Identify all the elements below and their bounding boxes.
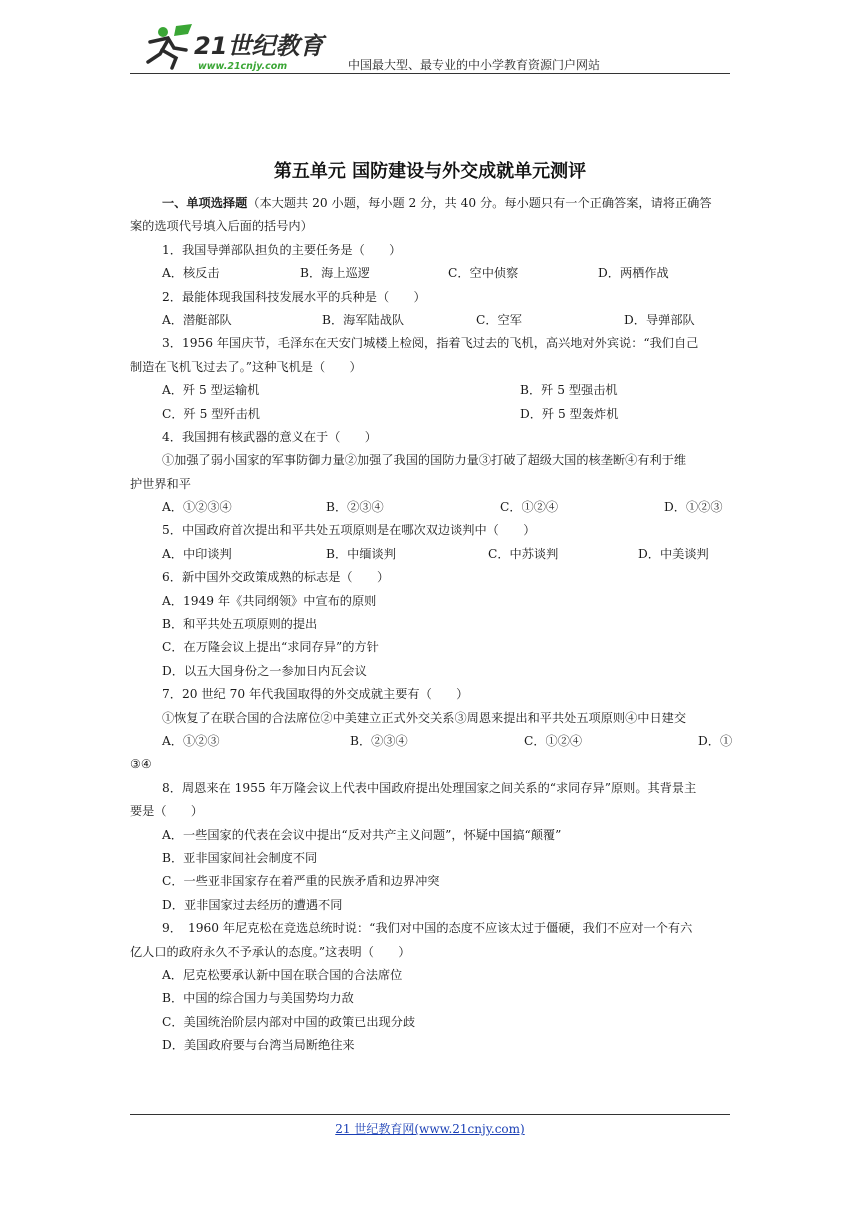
option-d: D．以五大国身份之一参加日内瓦会议 — [162, 663, 367, 678]
question-9-stem: 9． 1960 年尼克松在竞选总统时说：“我们对中国的态度不应该太过于僵硬，我们不应对一个有六 — [162, 921, 693, 936]
option-b: B．中缅谈判 — [326, 546, 396, 561]
option-c: C．①②④ — [500, 500, 559, 515]
question-9-stem-cont: 亿人口的政府永久不予承认的态度。”这表明（ ） — [130, 944, 411, 959]
option-d: D．两栖作战 — [598, 266, 669, 281]
option-d: D．导弹部队 — [624, 312, 695, 327]
option-b: B．②③④ — [350, 733, 408, 748]
question-list — [130, 192, 733, 1057]
question-3-options-row1 — [130, 379, 730, 402]
page-header — [130, 18, 730, 74]
section-instructions-cont: 案的选项代号填入后面的括号内） — [130, 219, 313, 234]
question-5-stem: 5．中国政府首次提出和平共处五项原则是在哪次双边谈判中（ ） — [162, 523, 536, 538]
option-c: C．空军 — [476, 312, 522, 327]
option-c: C．空中侦察 — [448, 266, 519, 281]
section-instructions: （本大题共 20 小题，每小题 2 分，共 40 分。每小题只有一个正确答案，请将正确答 — [247, 196, 712, 210]
option-a: A．核反击 — [162, 266, 220, 281]
option-c: C．在万隆会议上提出“求同存异”的方针 — [162, 640, 379, 655]
option-a: A．1949 年《共同纲领》中宣布的原则 — [162, 593, 377, 608]
option-d: D．美国政府要与台湾当局断绝往来 — [162, 1038, 355, 1053]
option-b: B．和平共处五项原则的提出 — [162, 617, 318, 632]
option-a: A．尼克松要承认新中国在联合国的合法席位 — [162, 967, 403, 982]
footer-site-link[interactable]: 21 世纪教育网(www.21cnjy.com) — [335, 1122, 525, 1136]
option-b: B．海上巡逻 — [300, 266, 370, 281]
footer-divider — [130, 1114, 730, 1115]
option-b: B．海军陆战队 — [322, 312, 405, 327]
question-4-detail-cont: 护世界和平 — [130, 476, 191, 491]
question-3-options-row2 — [130, 403, 730, 426]
option-d: D．歼 5 型轰炸机 — [520, 406, 619, 421]
option-c: C．美国统治阶层内部对中国的政策已出现分歧 — [162, 1014, 416, 1029]
option-c: C．一些亚非国家存在着严重的民族矛盾和边界冲突 — [162, 874, 440, 889]
question-2-options — [130, 309, 730, 332]
header-divider — [130, 73, 730, 74]
question-8-stem: 8．周恩来在 1955 年万隆会议上代表中国政府提出处理国家之间关系的“求同存异”原则。其背景主 — [162, 780, 697, 795]
question-4-stem: 4．我国拥有核武器的意义在于（ ） — [162, 429, 377, 444]
page-title: 第五单元 国防建设与外交成就单元测评 — [273, 161, 587, 182]
option-d: D．中美谈判 — [638, 546, 709, 561]
option-a: A．中印谈判 — [162, 546, 232, 561]
option-c: C．中苏谈判 — [488, 546, 559, 561]
svg-text:www.21cnjy.com: www.21cnjy.com — [198, 61, 288, 72]
option-d: D．① — [698, 733, 733, 748]
site-logo — [136, 20, 336, 72]
option-a: A．一些国家的代表在会议中提出“反对共产主义问题”，怀疑中国搞“颠覆” — [162, 827, 562, 842]
section-intro — [130, 192, 730, 215]
section-heading: 一、单项选择题 — [162, 196, 248, 210]
question-7-options — [130, 730, 733, 753]
option-b: B．②③④ — [326, 500, 384, 515]
option-a: A．①②③④ — [162, 500, 232, 515]
question-7-stem: 7．20 世纪 70 年代我国取得的外交成就主要有（ ） — [162, 687, 469, 702]
option-b: B．亚非国家间社会制度不同 — [162, 850, 318, 865]
option-c: C．歼 5 型歼击机 — [162, 406, 260, 421]
option-b: B．中国的综合国力与美国势均力敌 — [162, 991, 354, 1006]
option-d: D．亚非国家过去经历的遭遇不同 — [162, 897, 343, 912]
question-1-options — [130, 262, 730, 285]
option-c: C．①②④ — [524, 733, 583, 748]
option-d: D．①②③ — [664, 500, 723, 515]
question-1-stem: 1．我国导弹部队担负的主要任务是（ ） — [162, 242, 402, 257]
question-2-stem: 2．最能体现我国科技发展水平的兵种是（ ） — [162, 289, 426, 304]
site-tagline: 中国最大型、最专业的中小学教育资源门户网站 — [348, 58, 601, 72]
option-a: A．歼 5 型运输机 — [162, 383, 260, 398]
option-a: A．①②③ — [162, 733, 220, 748]
option-a: A．潜艇部队 — [162, 312, 232, 327]
question-4-detail: ①加强了弱小国家的军事防御力量②加强了我国的国防力量③打破了超级大国的核垄断④有利于维 — [162, 453, 687, 468]
question-7-detail: ①恢复了在联合国的合法席位②中美建立正式外交关系③周恩来提出和平共处五项原则④中日建交 — [162, 710, 687, 725]
question-7-option-d-cont: ③④ — [130, 757, 152, 772]
svg-text:21世纪教育: 21世纪教育 — [194, 32, 324, 60]
question-3-stem: 3．1956 年国庆节，毛泽东在天安门城楼上检阅，指着飞过去的飞机，高兴地对外宾说：“我们自己 — [162, 336, 699, 351]
question-8-stem-cont: 要是（ ） — [130, 804, 204, 819]
question-3-stem-cont: 制造在飞机飞过去了。”这种飞机是（ ） — [130, 359, 362, 374]
question-5-options — [130, 543, 730, 566]
question-4-options — [130, 496, 730, 519]
question-6-stem: 6．新中国外交政策成熟的标志是（ ） — [162, 570, 390, 585]
option-b: B．歼 5 型强击机 — [520, 383, 618, 398]
